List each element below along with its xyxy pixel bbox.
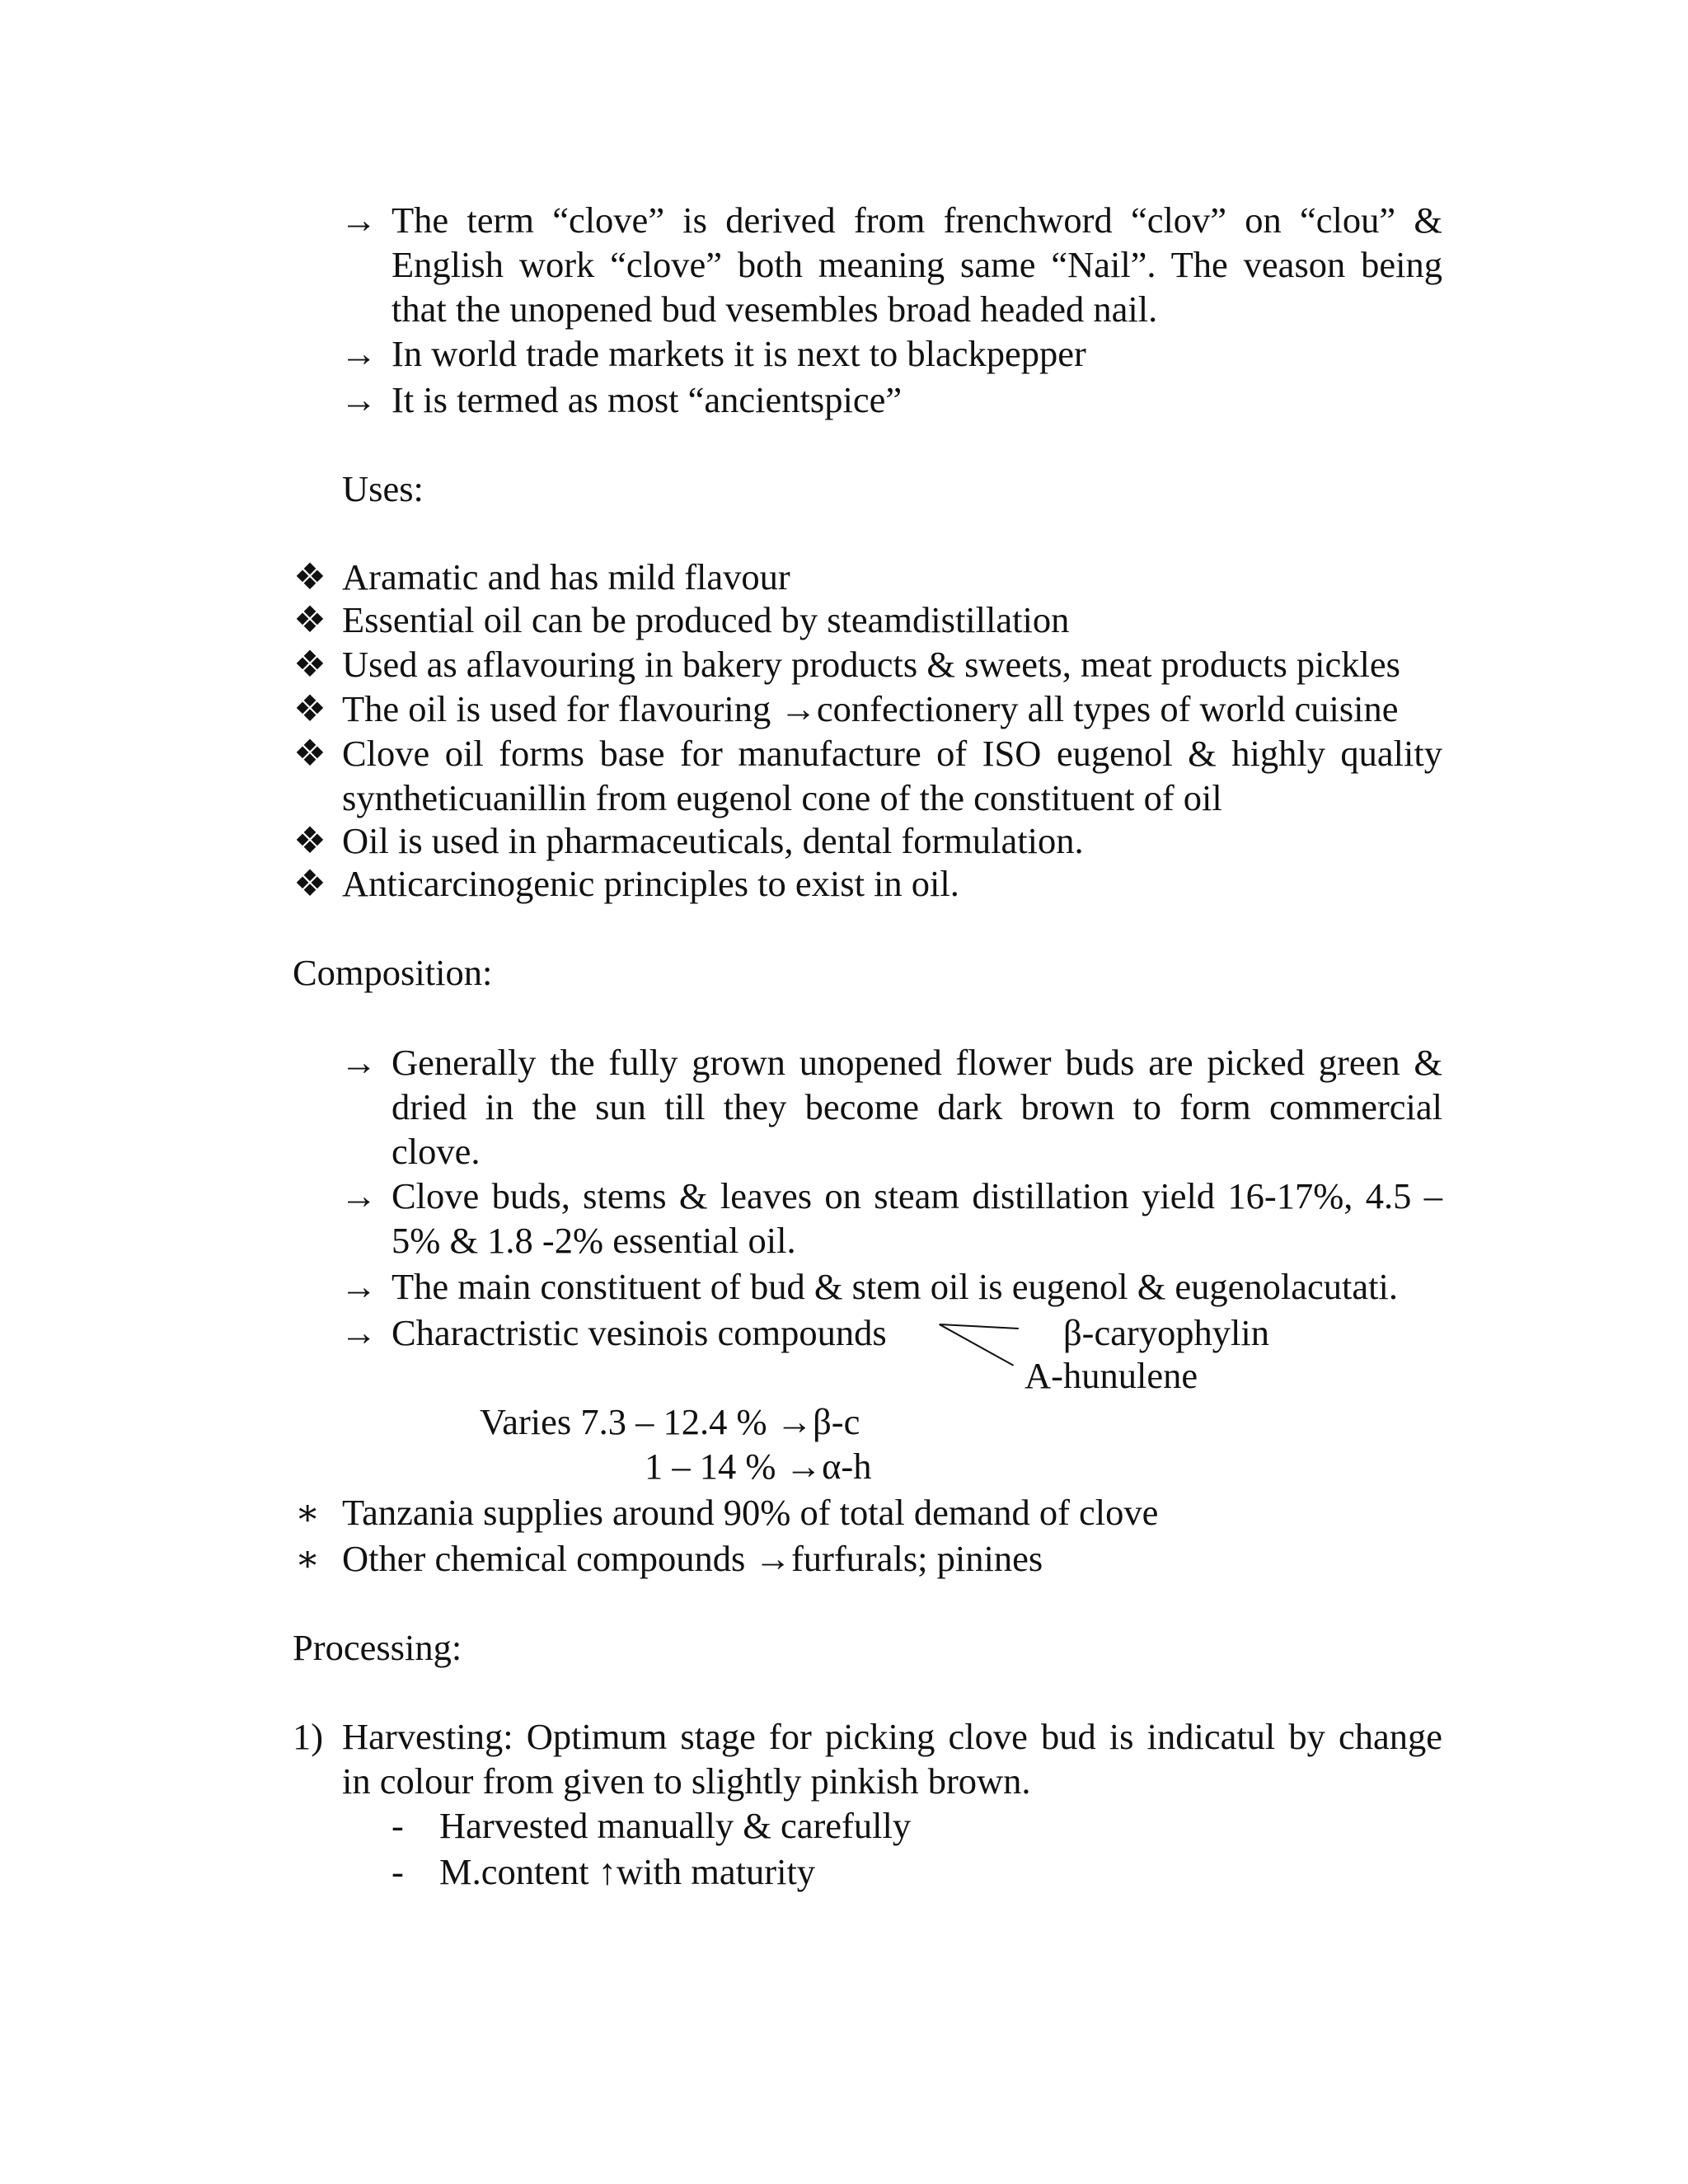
text-line: Harvesting: Optimum stage for picking clove bud is indicatul by change	[342, 1716, 1442, 1757]
branch-line-lower	[939, 1324, 1014, 1366]
uses-item-6: Oil is used in pharmaceuticals, dental formulation.	[342, 820, 1084, 861]
diamond-bullet-icon: ❖	[293, 820, 326, 861]
arrow-bullet-icon: →	[340, 1266, 377, 1307]
arrow-bullet-icon: →	[340, 1042, 377, 1083]
uses-item-2: Essential oil can be produced by steamdistillation	[342, 599, 1070, 640]
diamond-bullet-icon: ❖	[293, 556, 326, 598]
diamond-bullet-icon: ❖	[293, 733, 326, 774]
star-item-2: Other chemical compounds →furfurals; pinines	[342, 1538, 1043, 1579]
sub-item-2: M.content ↑with maturity	[439, 1851, 816, 1892]
diamond-bullet-icon: ❖	[293, 863, 326, 904]
text-line: Clove oil forms base for manufacture of ISO eugenol & highly quality	[342, 733, 1442, 774]
arrow-bullet-icon: →	[340, 1312, 377, 1353]
uses-item-5	[342, 731, 1442, 820]
processing-heading: Processing:	[293, 1627, 462, 1668]
step-number: 1)	[293, 1716, 324, 1757]
intro-item-2: In world trade markets it is next to blackpepper	[392, 333, 1086, 374]
asterisk-bullet-icon: ∗	[295, 1492, 321, 1533]
arrow-bullet-icon: →	[340, 1175, 377, 1216]
text-line: syntheticuanillin from eugenol cone of the constituent of oil	[342, 777, 1222, 818]
composition-item-1	[392, 1040, 1442, 1174]
compound-branch-2: A-hunulene	[1025, 1355, 1198, 1396]
sub-item-1: Harvested manually & carefully	[439, 1805, 912, 1846]
text-line: The term “clove” is derived from frenchword “clov” on “clou” &	[392, 199, 1442, 241]
asterisk-bullet-icon: ∗	[295, 1538, 321, 1579]
composition-item-2	[392, 1174, 1442, 1263]
processing-step-1	[342, 1714, 1442, 1803]
text-line: clove.	[392, 1131, 481, 1172]
arrow-bullet-icon: →	[340, 379, 377, 420]
text-line: in colour from given to slightly pinkish brown.	[342, 1760, 1031, 1802]
dash-bullet-icon: -	[392, 1851, 404, 1892]
uses-heading: Uses:	[342, 468, 424, 509]
composition-item-3: The main constituent of bud & stem oil is eugenol & eugenolacutati.	[392, 1266, 1399, 1307]
arrow-bullet-icon: →	[340, 333, 377, 374]
uses-item-1: Aramatic and has mild flavour	[342, 556, 790, 598]
varies-line-2: 1 – 14 % →α-h	[645, 1446, 872, 1487]
uses-item-3: Used as aflavouring in bakery products & sweets, meat products pickles	[342, 644, 1400, 685]
text-line: that the unopened bud vesembles broad headed nail.	[392, 288, 1158, 330]
diamond-bullet-icon: ❖	[293, 688, 326, 729]
uses-item-4: The oil is used for flavouring →confectionery all types of world cuisine	[342, 688, 1399, 729]
diamond-bullet-icon: ❖	[293, 644, 326, 685]
star-item-1: Tanzania supplies around 90% of total demand of clove	[342, 1492, 1159, 1533]
diamond-bullet-icon: ❖	[293, 599, 326, 640]
composition-heading: Composition:	[293, 952, 493, 993]
dash-bullet-icon: -	[392, 1805, 404, 1846]
uses-item-7: Anticarcinogenic principles to exist in oil.	[342, 863, 959, 904]
varies-line-1: Varies 7.3 – 12.4 % →β-c	[480, 1401, 860, 1442]
branch-line-upper	[940, 1324, 1019, 1329]
text-line: 5% & 1.8 -2% essential oil.	[392, 1220, 796, 1261]
compounds-label: Charactristic vesinois compounds	[392, 1312, 887, 1353]
compound-branch-1: β-caryophylin	[1063, 1312, 1270, 1353]
text-line: dried in the sun till they become dark brown to form commercial	[392, 1086, 1442, 1127]
text-line: Generally the fully grown unopened flower buds are picked green &	[392, 1042, 1442, 1083]
text-line: Clove buds, stems & leaves on steam distillation yield 16-17%, 4.5 –	[392, 1175, 1442, 1216]
text-line: English work “clove” both meaning same “Nail”. The veason being	[392, 244, 1442, 285]
intro-item-3: It is termed as most “ancientspice”	[392, 379, 903, 420]
intro-item-1	[392, 198, 1442, 331]
arrow-bullet-icon: →	[340, 199, 377, 241]
